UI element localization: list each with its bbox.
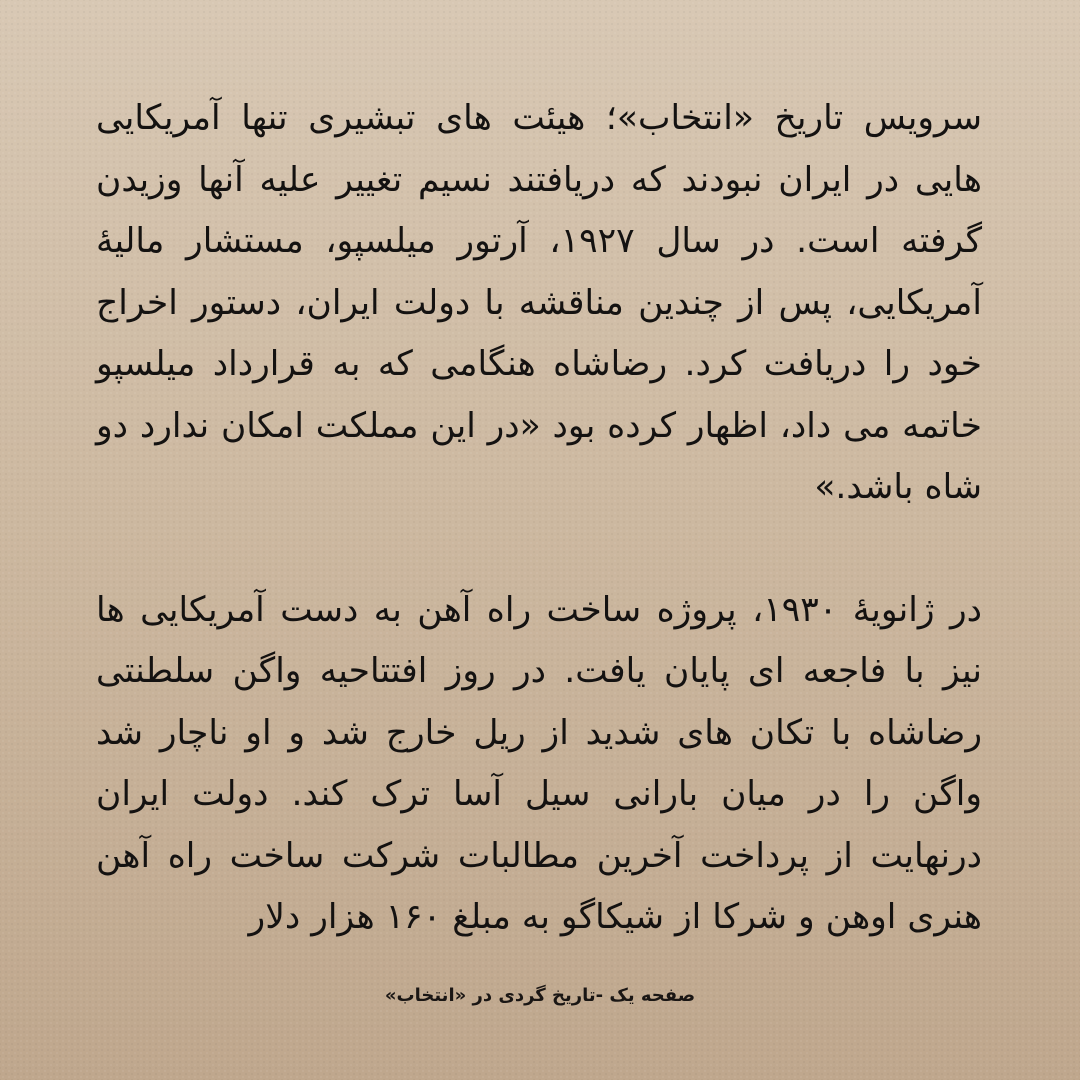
page-footer-caption: صفحه یک -تاریخ گردی در «انتخاب» [384, 985, 696, 1006]
article-body [96, 88, 982, 949]
article-paragraph-1: سرویس تاریخ «انتخاب»؛ هیئت های تبشیری تنها آمریکایی هایی در ایران نبودند که دریافتند نسیم تغییر علیه آنها وزیدن گرفته است. در سال ۱۹۲۷، آرتور میلسپو، مستشار مالیهٔ آمریکایی، پس از چندین مناقشه با دولت ایران، دستور اخراج خود را دریافت کرد. رضاشاه هنگامی که به قرارداد میلسپو خاتمه می داد، اظهار کرده بود «در این مملکت امکان ندارد دو شاه باشد.» [96, 98, 982, 507]
article-paragraph-2: در ژانویهٔ ۱۹۳۰، پروژه ساخت راه آهن به دست آمریکایی ها نیز با فاجعه ای پایان یافت. در روز افتتاحیه واگن سلطنتی رضاشاه با تکان های شدید از ریل خارج شد و او ناچار شد واگن را در میان بارانی سیل آسا ترک کند. دولت ایران درنهایت از پرداخت آخرین مطالبات شرکت ساخت راه آهن هنری اوهن و شرکا از شیکاگو به مبلغ ۱۶۰ هزار دلار [96, 589, 982, 937]
